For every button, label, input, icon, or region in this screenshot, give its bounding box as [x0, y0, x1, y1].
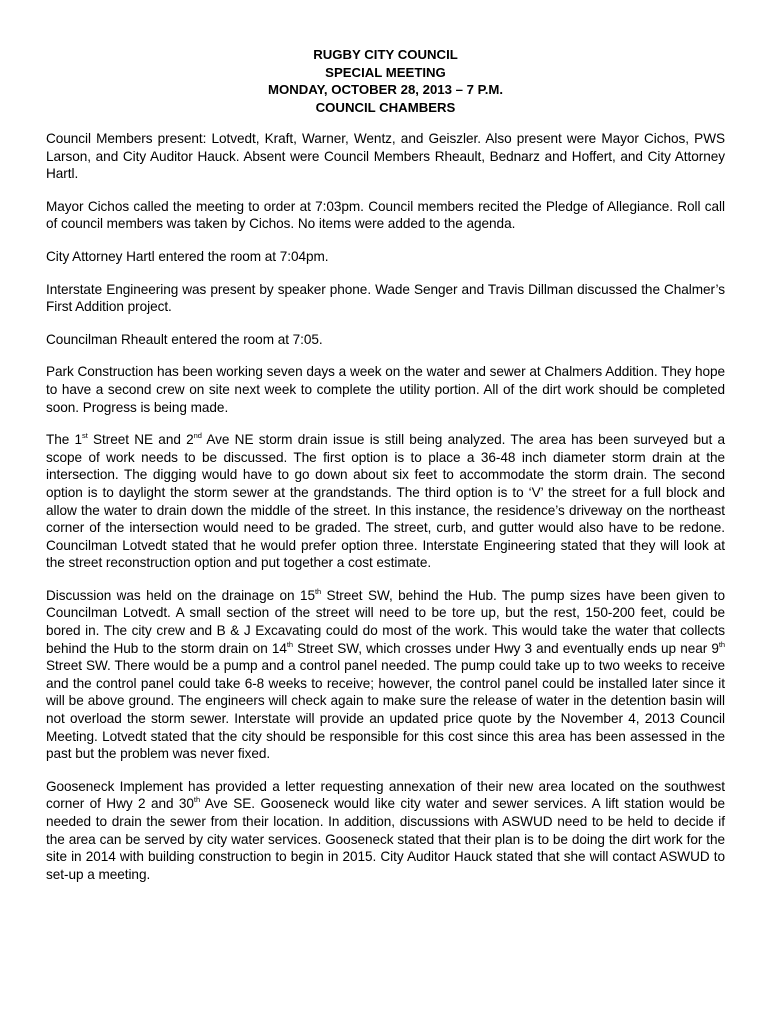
- paragraph-text: Ave NE storm drain issue is still being analyzed. The area has been surveyed but a scope of work needs to be discussed. The first option is to place a 36-48 inch diameter storm drain at the intersection. The digging would have to go down about six feet to accommodate the storm drain. The second option is to daylight the storm sewer at the grandstands. The third option is to ‘V’ the street for a full block and allow the water to drain down the middle of the street. In this instance, the residence’s driveway on the northeast corner of the intersection would need to be graded. The street, curb, and gutter would also have to be redone. Councilman Lotvedt stated that he would prefer option three. Interstate Engineering stated that they will look at the street reconstruction option and put together a cost estimate.: [46, 432, 725, 571]
- paragraph-text: Gooseneck Implement has provided a letter requesting annexation of their new area located on the southwest corner of Hwy 2 and 30: [46, 778, 725, 812]
- ordinal-suffix: th: [193, 795, 201, 805]
- drainage-discussion-paragraph: [46, 587, 725, 763]
- ordinal-suffix: st: [82, 431, 88, 441]
- park-construction-paragraph: Park Construction has been working seven days a week on the water and sewer at Chalmers Addition. They hope to have a second crew on site next week to complete the utility portion. All of the dirt work should be completed soon. Progress is being made.: [46, 364, 725, 415]
- paragraph-text: Street SW, which crosses under Hwy 3 and eventually ends up near 9: [293, 640, 719, 656]
- meeting-date: MONDAY, OCTOBER 28, 2013 – 7 P.M.: [267, 82, 504, 97]
- ordinal-suffix: nd: [193, 431, 202, 441]
- document-header: [46, 46, 725, 116]
- meeting-location: COUNCIL CHAMBERS: [315, 99, 456, 115]
- ordinal-suffix: th: [314, 586, 322, 596]
- ordinal-suffix: th: [718, 639, 725, 649]
- call-to-order-paragraph: Mayor Cichos called the meeting to order at 7:03pm. Council members recited the Pledge of Allegiance. Roll call of council members was taken by Cichos. No items were added to the agenda.: [46, 198, 725, 232]
- attendance-paragraph: Council Members present: Lotvedt, Kraft, Warner, Wentz, and Geiszler. Also present were Mayor Cichos, PWS Larson, and City Auditor Hauck. Absent were Council Members Rheault, Bednarz and Hoffert, and City Attorney Hartl.: [46, 131, 725, 182]
- paragraph-text: Street NE and 2: [87, 432, 194, 448]
- paragraph-text: Street SW. There would be a pump and a control panel needed. The pump could take up to two weeks to receive and the control panel could take 6-8 weeks to receive; however, the control panel could be installed later since it will be above ground. The engineers will check again to make sure the release of water in the detention basin will not overload the storm sewer. Interstate will provide an updated price quote by the November 4, 2013 Council Meeting. Lotvedt stated that the city should be responsible for this cost since this area has been assessed in the past but the problem was never fixed.: [46, 658, 725, 762]
- paragraph-text: Discussion was held on the drainage on 15: [46, 587, 315, 603]
- gooseneck-annexation-paragraph: [46, 778, 725, 884]
- storm-drain-paragraph: [46, 431, 725, 572]
- council-name: RUGBY CITY COUNCIL: [313, 47, 458, 62]
- attorney-entry-paragraph: City Attorney Hartl entered the room at 7:04pm.: [46, 248, 329, 264]
- paragraph-text: Ave SE. Gooseneck would like city water and sewer services. A lift station would be needed to drain the sewer from their location. In addition, discussions with ASWUD need to be held to decide if the area can be served by city water services. Gooseneck stated that their plan is to be doing the dirt work for the site in 2014 with building construction to begin in 2015. City Auditor Hauck stated that she will contact ASWUD to set-up a meeting.: [46, 796, 725, 882]
- ordinal-suffix: th: [286, 639, 294, 649]
- meeting-type: SPECIAL MEETING: [325, 64, 446, 80]
- paragraph-text: Street SW, behind the Hub. The pump sizes have been given to Councilman Lotvedt. A small section of the street will need to be tore up, but the rest, 150-200 feet, could be bored in. The city crew and B & J Excavating could do most of the work. This would take the water that collects behind the Hub to the storm drain on 14: [46, 587, 726, 656]
- paragraph-text: The 1: [46, 432, 83, 448]
- rheault-entry-paragraph: Councilman Rheault entered the room at 7:05.: [46, 331, 323, 347]
- document-page: [46, 46, 725, 898]
- interstate-engineering-paragraph: Interstate Engineering was present by speaker phone. Wade Senger and Travis Dillman discussed the Chalmer’s First Addition project.: [46, 281, 725, 315]
